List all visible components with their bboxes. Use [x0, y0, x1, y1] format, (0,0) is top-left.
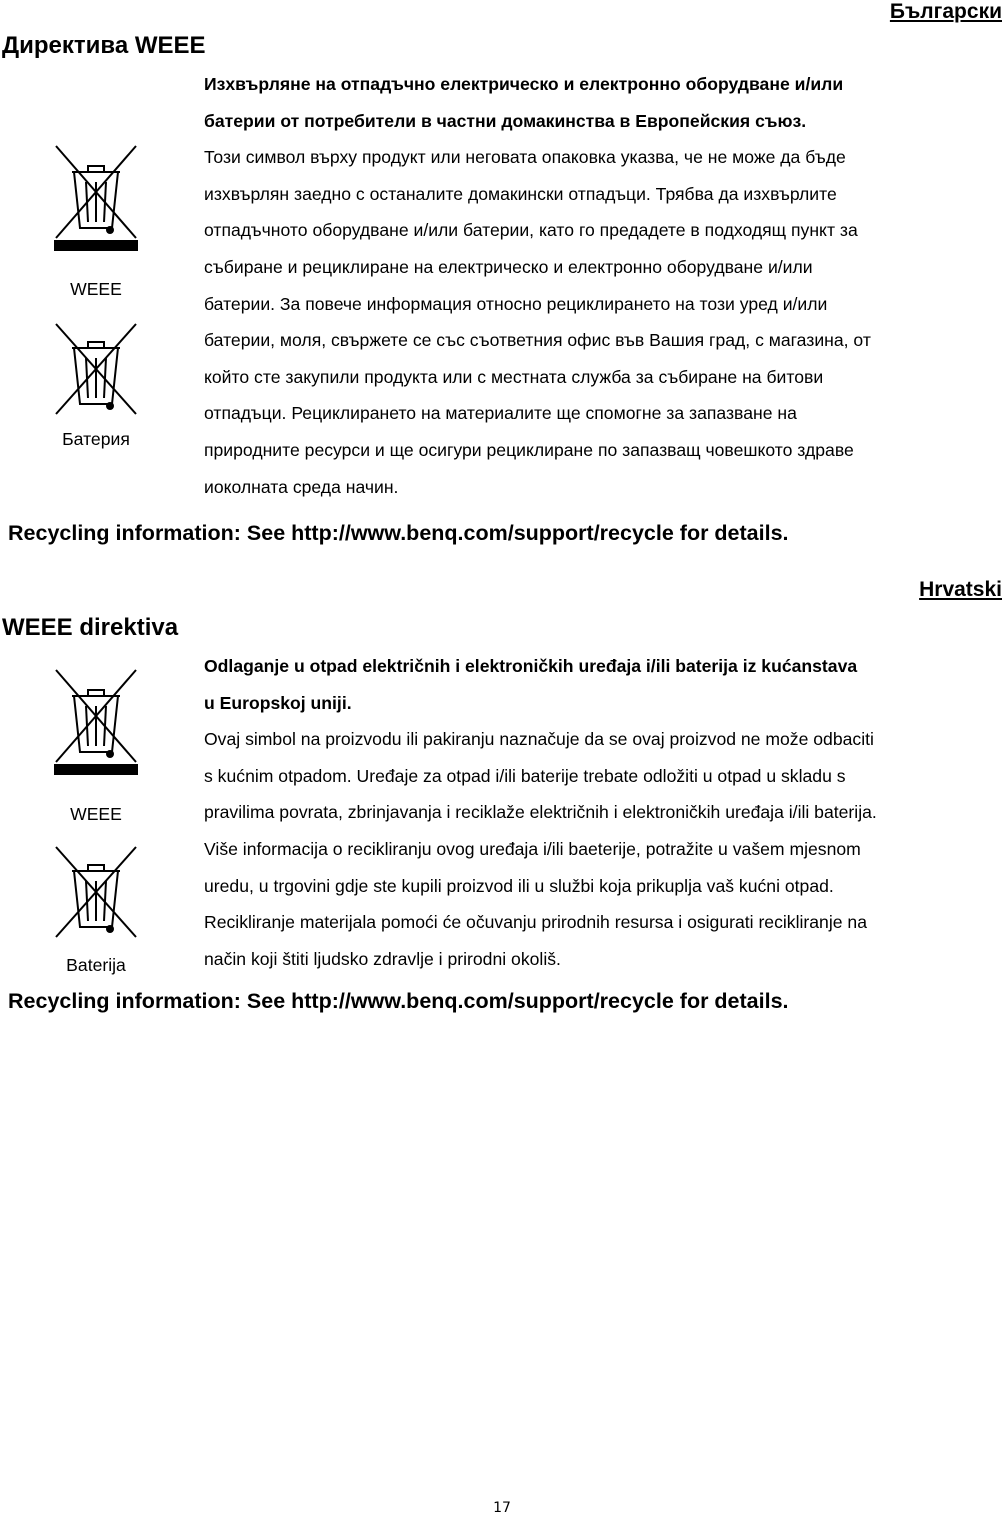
text-line: иоколната среда начин.: [204, 476, 399, 497]
icon-label-weee: WEEE: [70, 804, 122, 824]
text-line: Više informacija o recikliranju ovog uređaja i/ili baeterije, potražite u vašem mjesnom: [204, 838, 861, 859]
text-line: батерии. За повече информация относно рециклирането на този уред и/или: [204, 293, 828, 314]
text-line: Този символ върху продукт или неговата опаковка указва, че не може да бъде: [204, 147, 846, 168]
text-line: s kućnim otpadom. Uređaje za otpad i/ili baterije trebate odložiti u otpad u skladu s: [204, 765, 846, 786]
text-line: način koji štiti ljudsko zdravlje i prirodni okoliš.: [204, 948, 561, 969]
icon-label-battery: Baterija: [66, 955, 126, 975]
weee-bin-icon: [50, 666, 142, 778]
text-line: отпадъчното оборудване и/или батерии, като го предадете в подходящ пункт за: [204, 220, 858, 241]
text-line: отпадъци. Рециклирането на материалите ще спомогне за запазване на: [204, 403, 797, 424]
section-heading-croatian: WEEE direktiva: [2, 614, 179, 641]
text-line: Recikliranje materijala pomoći će očuvanju prirodnih resursa i osigurati recikliranje na: [204, 912, 867, 933]
language-label-bulgarian: Български: [889, 0, 1002, 23]
text-line: батерии, моля, свържете се със съответния офис във Вашия град, с магазина, от: [204, 330, 871, 351]
text-line: u Europskoj uniji.: [204, 692, 352, 713]
icon-label-battery: Батерия: [62, 429, 130, 449]
recycling-info-bulgarian: Recycling information: See http://www.benq.com/support/recycle for details.: [8, 521, 789, 545]
weee-bin-icon: [50, 142, 142, 254]
recycling-info-croatian: Recycling information: See http://www.benq.com/support/recycle for details.: [8, 989, 789, 1013]
text-line: батерии от потребители в частни домакинства в Европейския съюз.: [204, 110, 807, 131]
text-line: природните ресурси и ще осигури рециклиране по запазващ човешкото здраве: [204, 439, 854, 460]
language-label-croatian: Hrvatski: [919, 578, 1002, 601]
text-line: pravilima povrata, zbrinjavanja i reciklaže električnih i elektroničkih uređaja i/ili baterija.: [204, 802, 877, 823]
section-heading-bulgarian: Директива WEEE: [2, 32, 206, 59]
text-line: изхвърлян заедно с останалите домакински отпадъци. Трябва да изхвърлите: [204, 183, 837, 204]
icon-label-weee: WEEE: [70, 279, 122, 299]
text-line: който сте закупили продукта или с местната служба за събиране на битови: [204, 366, 824, 387]
section-text-bulgarian: [204, 66, 1004, 505]
battery-bin-icon: [50, 845, 142, 941]
text-line: събиране и рециклиране на електрическо и електронно оборудване и/или: [204, 256, 813, 277]
section-text-croatian: [204, 648, 1004, 977]
text-line: Ovaj simbol na proizvodu ili pakiranju naznačuje da se ovaj proizvod ne može odbaciti: [204, 729, 874, 750]
page-number: 17: [493, 1500, 511, 1516]
text-line: Odlaganje u otpad električnih i elektroničkih uređaja i/ili baterija iz kućanstava: [204, 656, 858, 676]
text-line: Изхвърляне на отпадъчно електрическо и електронно оборудване и/или: [204, 74, 844, 94]
text-line: uredu, u trgovini gdje ste kupili proizvod ili u službi koja prikuplja vaš kućni otpad.: [204, 875, 834, 896]
battery-bin-icon: [50, 322, 142, 418]
